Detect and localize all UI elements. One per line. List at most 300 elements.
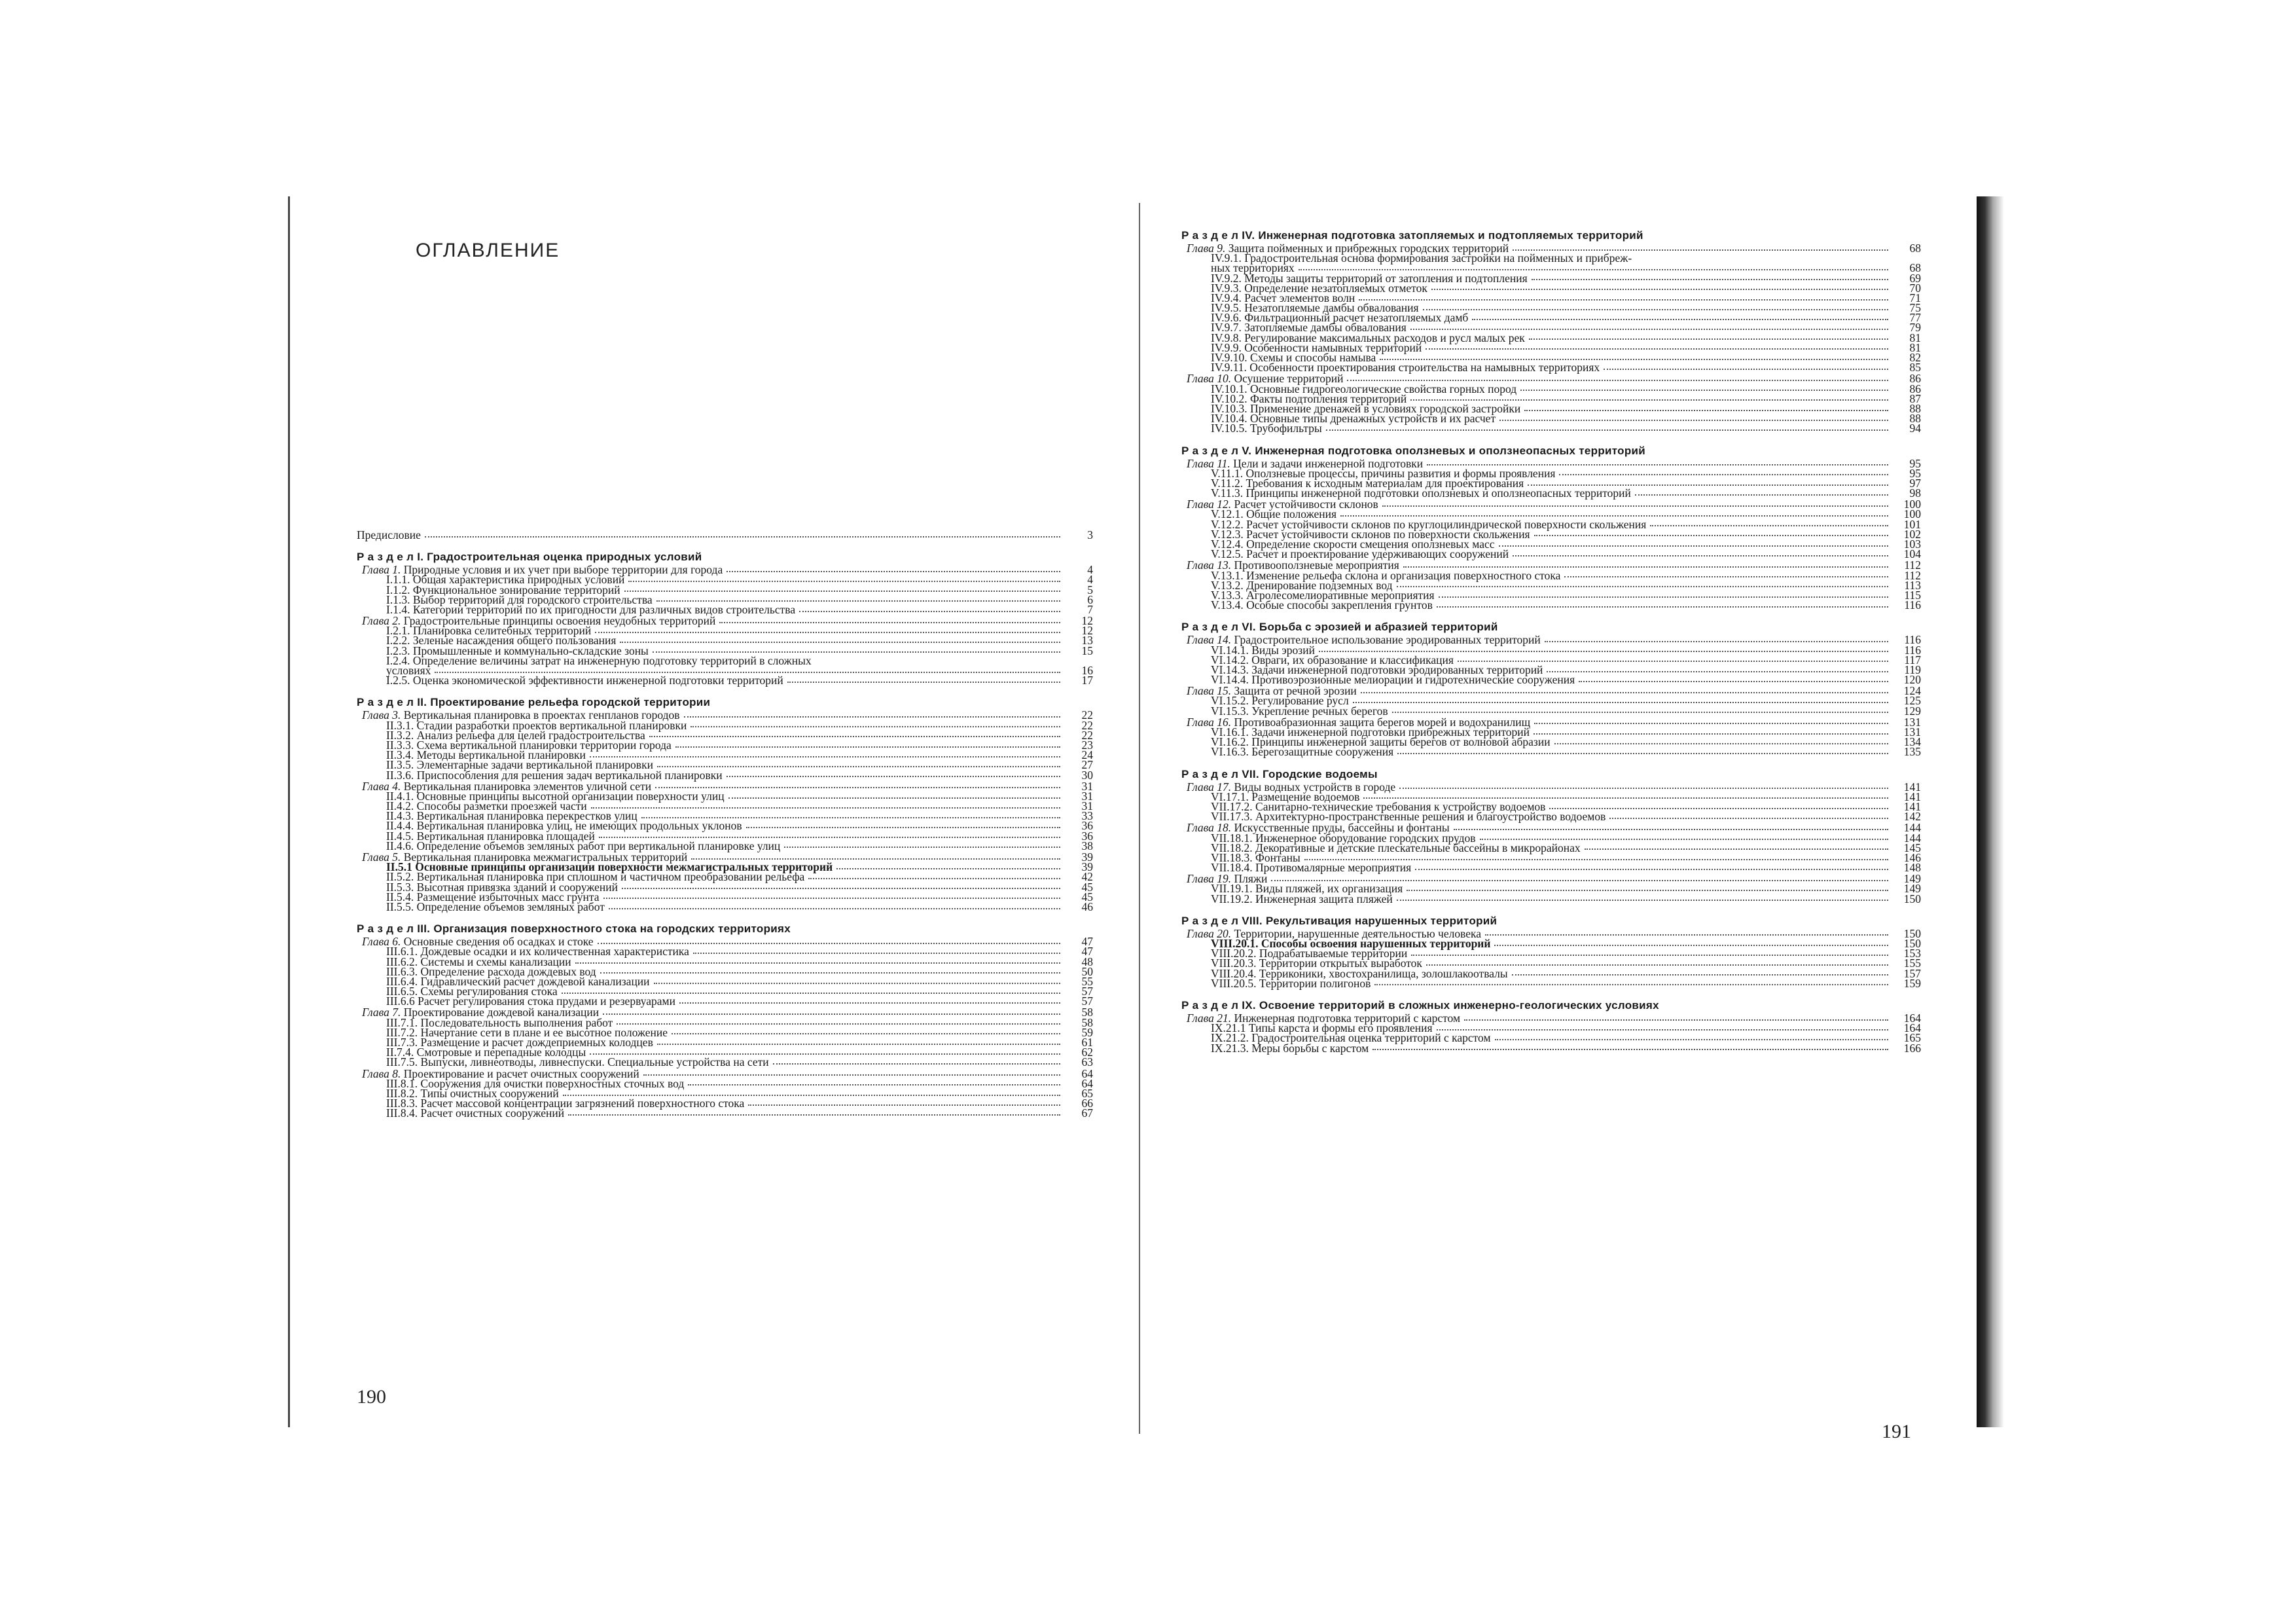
left-toc [357,530,1093,1119]
toc-page-number: 42 [1081,870,1093,884]
toc-entry-text: VII.17.3. Архитектурно-пространственные решения и благоустройство водоемов [1211,810,1606,824]
toc-entry-text: I.2.1. Планировка селитебных территорий [386,624,592,638]
toc-page-number: 31 [1081,779,1093,793]
toc-chapter-title: Основные сведения об осадках и стоке [403,935,594,949]
toc-page-number: 12 [1081,614,1093,628]
toc-page-number: 36 [1081,829,1093,843]
leader-dots [836,866,1060,869]
toc-page-number: 144 [1903,831,1921,845]
toc-page-number: 68 [1909,261,1921,275]
toc-page-number: 15 [1081,644,1093,657]
toc-page-number: 13 [1081,634,1093,647]
leader-dots [1410,326,1888,330]
toc-page-number: 45 [1081,880,1093,894]
toc-entry-text: IV.10.3. Применение дренажей в условиях городской застройки [1211,401,1521,415]
toc-entry-text: II.4.2. Способы разметки проезжей части [386,799,587,813]
toc-entry-text: IV.10.1. Основные гидрогеологические свойства горных пород [1211,382,1517,395]
toc-entry-text: IV.9.4. Расчет элементов волн [1211,291,1355,304]
toc-entry [1181,894,1921,904]
leader-dots [1513,247,1888,251]
leader-dots [1427,462,1888,465]
leader-dots [1304,856,1888,860]
toc-chapter-label: Глава 14. [1187,633,1232,647]
toc-page-number: 150 [1903,937,1921,951]
leader-dots [1636,257,1888,260]
toc-page-number: 17 [1081,674,1093,687]
toc-entry-text: VII.18.4. Противомалярные мероприятия [1211,861,1412,875]
toc-entry [1181,363,1921,373]
leader-dots [1353,699,1888,703]
toc-entry-text: I.2.4. Определение величины затрат на инженерную подготовку территорий в сложных [386,653,812,667]
leader-dots [1534,731,1888,735]
leader-dots [1559,471,1888,475]
toc-entry-text: VI.16.1. Задачи инженерной подготовки прибрежных территорий [1211,725,1530,739]
leader-dots [653,649,1060,653]
leader-dots [672,1030,1060,1034]
toc-entry-text: II.4.4. Вертикальная планировка улиц, не имеющих продольных уклонов [386,819,742,833]
toc-page-number: 94 [1909,422,1921,435]
toc-chapter-title: Расчет устойчивости склонов [1234,498,1378,511]
leader-dots [641,814,1060,818]
toc-entry-text: VI.14.4. Противоэрозионные мелиорации и гидротехнические сооружения [1211,673,1575,687]
toc-entry [1181,747,1921,757]
toc-entry-text: IX.21.1 Типы карста и формы его проявления [1211,1021,1433,1035]
leader-dots [1437,1027,1888,1030]
leader-dots [562,990,1060,994]
leader-dots [1374,981,1888,985]
toc-entry-text: ных территориях [1211,261,1295,275]
toc-section-heading [1181,445,1921,458]
toc-entry-text: IV.9.5. Незатопляемые дамбы обвалования [1211,301,1419,315]
toc-section-text: Р а з д е л I. Градостроительная оценка природных условий [357,551,702,564]
toc-chapter-label: Глава 15. [1187,684,1232,698]
toc-entry-text: II.7.4. Смотровые и перепадные колодцы [386,1046,586,1059]
toc-chapter-label: Глава 13. [1187,558,1232,572]
toc-page-number: 4 [1087,563,1093,577]
toc-page-number: 69 [1909,271,1921,285]
leader-dots [1499,417,1888,421]
toc-entry-text: IV.9.3. Определение незатопляемых отметок [1211,281,1427,295]
toc-page-number: 153 [1903,947,1921,960]
toc-entry-text: I.2.5. Оценка экономической эффективности инженерной подготовки территорий [386,674,783,687]
right-scan-edge [1977,196,2004,1427]
leader-dots [1299,266,1888,270]
toc-entry-text: V.12.5. Расчет и проектирование удерживающих сооружений [1211,547,1509,561]
toc-entry-text: VIII.20.2. Подрабатываемые территории [1211,947,1408,960]
leader-dots [1399,785,1888,789]
toc-entry-text: условиях [386,664,431,678]
toc-page-number: 23 [1081,738,1093,752]
toc-entry-text: VIII.20.5. Территории полигонов [1211,976,1371,990]
toc-chapter-label: Глава 5. [362,850,401,864]
leader-dots [1431,286,1888,290]
leader-dots [609,905,1060,909]
toc-page-number: 33 [1081,809,1093,823]
toc-entry-text: IV.9.2. Методы защиты территорий от затопления и подтопления [1211,271,1528,285]
toc-chapter-title: Градостроительное использование эродированных территорий [1234,633,1541,647]
toc-entry [1181,863,1921,873]
leader-dots [1472,316,1888,320]
leader-dots [598,940,1060,944]
toc-entry-text: Предисловие [357,528,421,541]
toc-section-heading [1181,229,1921,242]
toc-page-number: 146 [1903,850,1921,864]
toc-chapter-title: Инженерная подготовка территорий с карстом [1234,1011,1461,1025]
toc-page-number: 150 [1903,892,1921,905]
leader-dots [1415,866,1888,870]
toc-section-heading [357,696,1093,709]
page-number-right: 191 [1882,1421,1911,1442]
leader-dots [784,844,1060,848]
leader-dots [773,1061,1060,1065]
leader-dots [1454,826,1888,830]
toc-chapter-label: Глава 2. [362,614,401,628]
leader-dots [1411,952,1888,956]
toc-page-number: 115 [1904,588,1921,602]
leader-dots [1382,503,1888,507]
leader-dots [1485,932,1888,936]
leader-dots [435,669,1060,673]
leader-dots [1547,668,1888,672]
toc-page-number: 134 [1903,735,1921,749]
leader-dots [622,885,1060,889]
toc-page-number: 124 [1903,684,1921,698]
leader-dots [1397,897,1888,901]
leader-dots [1458,658,1888,662]
toc-entry [1181,1041,1921,1055]
toc-page-number: 164 [1903,1021,1921,1035]
leader-dots [1392,709,1888,713]
toc-chapter-title: Пляжи [1234,872,1268,886]
toc-entry-text: II.3.6. Приспособления для решения задач вертикальной планировки [386,768,723,782]
leader-dots [628,578,1060,582]
leader-dots [816,659,1060,662]
toc-entry-text: VI.16.3. Берегозащитные сооружения [1211,745,1394,759]
leader-dots [787,679,1060,683]
toc-entry-text: IV.9.6. Фильтрационный расчет незатопляемых дамб [1211,311,1469,325]
toc-chapter-label: Глава 17. [1187,780,1232,793]
leader-dots [590,754,1060,757]
toc-page-number: 149 [1903,882,1921,896]
leader-dots [726,568,1060,572]
leader-dots [1524,407,1888,411]
toc-entry [357,602,1093,616]
toc-chapter-title: Защита пойменных и прибрежных городских территорий [1228,241,1509,255]
leader-dots [1426,346,1888,350]
toc-entry-text: III.8.3. Расчет массовой концентрации загрязнений поверхностного стока [386,1097,745,1110]
leader-dots [675,744,1060,748]
toc-page-number: 88 [1909,401,1921,415]
toc-page-number: 70 [1909,281,1921,295]
leader-dots [1464,1017,1888,1021]
toc-page-number: 22 [1081,718,1093,732]
toc-entry-text: III.7.2. Начертание сети в плане и ее высотное положение [386,1025,668,1039]
toc-entry-text: VII.19.1. Виды пляжей, их организация [1211,882,1403,896]
toc-chapter-title: Проектирование дождевой канализации [403,1006,600,1019]
toc-page-number: 63 [1081,1055,1093,1069]
leader-dots [726,773,1060,777]
toc-entry-text: VII.18.2. Декоративные и детские плескательные бассейны в микрорайонах [1211,841,1581,854]
toc-chapter-label: Глава 4. [362,779,401,793]
leader-dots [620,639,1060,643]
toc-page-number: 116 [1904,598,1921,612]
toc-section-text: Р а з д е л IV. Инженерная подготовка затопляемых и подтопляемых территорий [1181,229,1643,242]
leader-dots [1480,836,1888,840]
toc-page-number: 144 [1903,821,1921,835]
leader-dots [748,1102,1060,1106]
toc-entry [1181,675,1921,685]
toc-entry-text: III.6.3. Определение расхода дождевых вод [386,964,596,978]
toc-entry-text: V.11.2. Требования к исходным материалам для проектирования [1211,476,1524,490]
toc-entry-text: IX.21.3. Меры борьбы с карстом [1211,1041,1369,1055]
toc-page-number: 62 [1081,1046,1093,1059]
leader-dots [1410,397,1888,401]
toc-entry-text: IV.9.10. Схемы и способы намыва [1211,351,1376,365]
toc-page-number: 30 [1081,768,1093,782]
toc-page-number: 65 [1081,1086,1093,1100]
toc-page-number: 77 [1909,311,1921,325]
toc-chapter-label: Глава 16. [1187,715,1232,729]
leader-dots [719,619,1060,623]
leader-dots [1437,604,1888,608]
toc-entry [1181,812,1921,822]
toc-section-heading [357,551,1093,564]
toc-page-number: 75 [1909,301,1921,315]
toc-page-number: 113 [1904,578,1921,592]
toc-page-number: 141 [1903,799,1921,813]
toc-entry-text: II.3.4. Методы вертикальной планировки [386,748,586,762]
toc-entry [1181,424,1921,433]
toc-chapter-title: Территории, нарушенные деятельностью человека [1234,926,1482,940]
toc-entry-text: VIII.20.3. Территории открытых выработок [1211,957,1422,970]
toc-page-number: 7 [1087,602,1093,616]
leader-dots [1361,689,1888,693]
leader-dots [691,723,1060,727]
toc-chapter-title: Градостроительные принципы освоения неудобных территорий [403,614,716,628]
toc-section-heading [1181,621,1921,634]
toc-page-number: 31 [1081,799,1093,813]
toc-page-number: 86 [1909,372,1921,386]
toc-entry-text: IV.9.7. Затопляемые дамбы обвалования [1211,321,1407,335]
leader-dots [657,763,1060,767]
leader-dots [1585,846,1888,850]
toc-entry [357,530,1093,540]
toc-page-number: 12 [1081,624,1093,638]
toc-page-number: 66 [1081,1097,1093,1110]
toc-section-text: Р а з д е л IX. Освоение территорий в сложных инженерно-геологических условиях [1181,999,1659,1012]
toc-entry-text: IX.21.2. Градостроительная оценка территорий с карстом [1211,1031,1491,1045]
toc-page-number: 112 [1904,568,1921,582]
toc-entry [357,996,1093,1006]
toc-entry-text: II.4.5. Вертикальная планировка площадей [386,829,595,843]
toc-entry-text: VII.18.1. Инженерное оборудование городских прудов [1211,831,1476,845]
leader-dots [728,795,1060,799]
toc-page-number: 101 [1903,517,1921,531]
toc-page-number: 22 [1081,708,1093,722]
toc-chapter-label: Глава 18. [1187,821,1232,835]
leader-dots [1372,1046,1888,1050]
toc-page-number: 120 [1903,673,1921,687]
leader-dots [603,895,1060,899]
toc-page-number: 100 [1903,498,1921,511]
toc-page-number: 125 [1903,694,1921,708]
toc-entry-text: V.11.3. Принципы инженерной подготовки оползневых и оползнеопасных территорий [1211,486,1631,500]
toc-page-number: 64 [1081,1067,1093,1080]
toc-entry-text: VII.19.2. Инженерная защита пляжей [1211,892,1393,905]
leader-dots [649,733,1060,737]
leader-dots [617,1021,1060,1025]
toc-heading: ОГЛАВЛЕНИЕ [416,240,560,261]
leader-dots [1319,648,1888,652]
toc-page-number: 67 [1081,1106,1093,1120]
toc-entry-text: I.1.2. Функциональное зонирование территорий [386,583,620,596]
toc-entry-text: I.2.2. Зеленые насаждения общего пользования [386,634,617,647]
toc-chapter-label: Глава 20. [1187,926,1232,940]
leader-dots [1528,482,1888,486]
leader-dots [568,1112,1060,1116]
toc-entry-text: I.1.4. Категории территорий по их пригодности для различных видов строительства [386,602,796,616]
leader-dots [1635,492,1888,496]
toc-page-number: 31 [1081,789,1093,803]
toc-page-number: 157 [1903,966,1921,980]
leader-dots [1363,795,1888,799]
leader-dots [1529,336,1888,340]
right-page [1181,229,1921,1447]
toc-section-heading [1181,915,1921,928]
toc-entry-text: VI.16.2. Принципы инженерной защиты берегов от волновой абразии [1211,735,1551,749]
toc-chapter-title: Вертикальная планировка элементов уличной сети [403,779,652,793]
toc-entry-text: IV.10.4. Основные типы дренажных устройств и их расчет [1211,412,1496,426]
leader-dots [657,1041,1060,1045]
leader-dots [1549,805,1888,809]
leader-dots [1426,962,1888,966]
toc-page-number: 57 [1081,985,1093,998]
toc-page-number: 129 [1903,704,1921,718]
toc-page-number: 148 [1903,861,1921,875]
toc-section-text: Р а з д е л III. Организация поверхностного стока на городских территориях [357,922,791,936]
toc-page-number: 166 [1903,1041,1921,1055]
leader-dots [1359,297,1888,301]
toc-page-number: 79 [1909,321,1921,335]
toc-entry-text: VII.17.2. Санитарно-технические требования к устройству водоемов [1211,799,1546,813]
toc-page-number: 24 [1081,748,1093,762]
left-page [357,190,1093,1434]
toc-chapter-title: Осушение территорий [1234,372,1344,386]
leader-dots [1650,522,1888,526]
toc-page-number: 145 [1903,841,1921,854]
leader-dots [1564,574,1888,577]
toc-entry-text: III.7.5. Выпуски, ливнеотводы, ливнеспуски. Специальные устройства на сети [386,1055,769,1069]
toc-page-number: 86 [1909,382,1921,395]
toc-entry-text: II.3.3. Схема вертикальной планировки территории города [386,738,672,752]
toc-page-number: 58 [1081,1006,1093,1019]
gutter-line [1139,203,1140,1434]
toc-page-number: 149 [1903,872,1921,886]
toc-page-number: 5 [1087,583,1093,596]
leader-dots [688,1082,1060,1085]
toc-page-number: 81 [1909,331,1921,344]
toc-entry-text: V.12.1. Общие положения [1211,507,1336,521]
toc-entry-text: III.6.4. Гидравлический расчет дождевой канализации [386,974,650,988]
toc-page-number: 135 [1903,745,1921,759]
toc-chapter-title: Природные условия и их учет при выборе территории для города [403,563,723,577]
toc-entry-text: IV.9.11. Особенности проектирования строительства на намывных территориях [1211,361,1600,374]
toc-entry [357,902,1093,912]
toc-page-number: 104 [1903,547,1921,561]
toc-page-number: 4 [1087,573,1093,587]
toc-page-number: 155 [1903,957,1921,970]
toc-entry-text: V.13.2. Дренирование подземных вод [1211,578,1393,592]
toc-entry-text: III.8.1. Сооружения для очистки поверхностных сточных вод [386,1076,685,1090]
toc-entry [1181,976,1921,990]
left-page-edge-line [288,196,290,1427]
toc-entry-text: IV.10.2. Факты подтопления территорий [1211,392,1407,405]
toc-page-number: 82 [1909,351,1921,365]
toc-entry-text: II.5.5. Определение объемов земляных работ [386,900,605,913]
toc-page-number: 141 [1903,790,1921,803]
leader-dots [1534,532,1888,536]
leader-dots [808,875,1060,879]
toc-section-text: Р а з д е л II. Проектирование рельефа городской территории [357,696,711,709]
toc-entry-text: V.12.3. Расчет устойчивости склонов по поверхности скольжения [1211,527,1530,541]
toc-chapter-label: Глава 7. [362,1006,401,1019]
toc-page-number: 48 [1081,955,1093,968]
toc-entry-text: VI.14.2. Овраги, их образование и классификация [1211,653,1454,666]
toc-section-text: Р а з д е л VI. Борьба с эрозией и абразией территорий [1181,621,1498,634]
toc-page-number: 50 [1081,964,1093,978]
leader-dots [679,1000,1060,1004]
leader-dots [1532,276,1888,280]
toc-page-number: 119 [1904,663,1921,676]
toc-page-number: 36 [1081,819,1093,833]
toc-chapter-label: Глава 12. [1187,498,1232,511]
toc-section-text: Р а з д е л VII. Городские водоемы [1181,767,1378,780]
toc-chapter-label: Глава 19. [1187,872,1232,886]
toc-entry-text: VIII.20.1. Способы освоения нарушенных территорий [1211,937,1491,951]
toc-page-number: 112 [1904,558,1921,572]
toc-entry-text: II.5.1 Основные принципы организации поверхности межмагистральных территорий [386,860,833,874]
toc-entry-text: II.5.4. Размещение избыточных масс грунта [386,890,600,903]
toc-chapter-label: Глава 6. [362,935,401,949]
toc-entry-text: I.1.1. Общая характеристика природных условий [386,573,625,587]
toc-entry-text: II.5.2. Вертикальная планировка при сплошном и частичном преобразовании рельефа [386,870,805,884]
toc-page-number: 38 [1081,839,1093,852]
toc-page-number: 59 [1081,1025,1093,1039]
toc-section-heading [1181,768,1921,781]
leader-dots [600,970,1060,974]
toc-entry-text: V.13.4. Особые способы закрепления грунтов [1211,598,1433,612]
toc-chapter-title: Виды водных устройств в городе [1234,780,1396,793]
toc-page-number: 150 [1903,926,1921,940]
toc-entry-text: V.13.1. Изменение рельефа склона и организация поверхностного стока [1211,568,1561,582]
leader-dots [655,784,1060,788]
leader-dots [1554,740,1888,744]
toc-chapter-label: Глава 8. [362,1067,401,1080]
leader-dots [624,588,1060,592]
toc-entry-text: III.6.6 Расчет регулирования стока прудами и резервуарами [386,994,675,1008]
toc-page-number: 131 [1903,725,1921,739]
toc-entry-text: III.6.1. Дождевые осадки и их количественная характеристика [386,945,689,958]
toc-page-number: 71 [1909,291,1921,304]
toc-entry-text: IV.9.8. Регулирование максимальных расходов и русл малых рек [1211,331,1525,344]
leader-dots [1340,513,1888,517]
toc-page-number: 61 [1081,1036,1093,1049]
leader-dots [595,629,1060,633]
leader-dots [563,1092,1060,1096]
toc-page-number: 100 [1903,507,1921,521]
leader-dots [1534,720,1888,724]
toc-page-number: 55 [1081,974,1093,988]
